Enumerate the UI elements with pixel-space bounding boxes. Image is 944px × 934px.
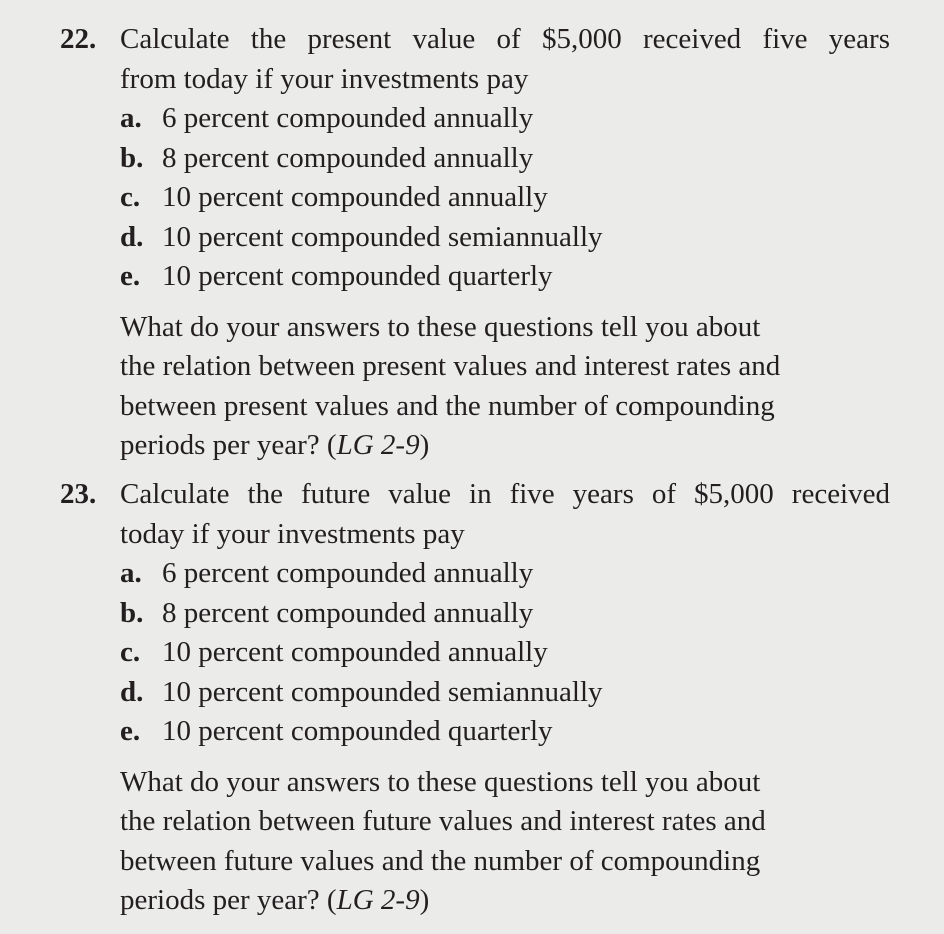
option-letter: e. [120,715,141,747]
option-letter: d. [120,675,144,708]
option-letter: a. [120,102,142,134]
question-line-last [120,881,900,921]
option-e [120,712,900,752]
option-d [120,218,900,258]
option-c [120,633,900,673]
option-text: 10 percent compounded quarterly [162,715,553,747]
learning-goal-ref: LG 2-9 [336,429,420,461]
option-a [120,554,900,594]
problem-stem-line-2: today if your investments pay [120,517,465,550]
option-b [120,594,900,634]
question-line: the relation between future values and interest rates and [120,805,766,837]
option-c [120,178,900,218]
option-text: 10 percent compounded annually [162,181,548,213]
option-letter: e. [120,260,141,292]
option-list [60,554,900,752]
problem-stem-line-2: from today if your investments pay [120,62,529,95]
option-text: 6 percent compounded annually [162,557,534,589]
follow-up-question [60,763,900,921]
question-last-suffix: ) [419,884,430,916]
learning-goal-ref: LG 2-9 [336,884,420,916]
problem-number: 22. [60,23,97,55]
option-list [60,99,900,297]
option-text: 10 percent compounded quarterly [162,260,553,292]
option-letter: d. [120,220,144,253]
option-text: 10 percent compounded annually [162,636,548,668]
question-line: What do your answers to these questions tell you about [120,765,761,798]
option-d [120,673,900,713]
option-letter: b. [120,596,144,629]
problem-stem-line-1: Calculate the present value of $5,000 received five years [120,23,890,55]
option-text: 8 percent compounded annually [162,596,534,629]
question-line: What do your answers to these questions tell you about [120,310,761,343]
option-b [120,139,900,179]
question-last-prefix: periods per year? ( [120,429,337,461]
option-a [120,99,900,139]
problem-stem-line-1: Calculate the future value in five years of $5,000 received [120,478,890,510]
question-line-last [120,426,900,466]
option-letter: b. [120,141,144,174]
option-letter: c. [120,636,141,668]
problem-number: 23. [60,478,97,510]
option-text: 10 percent compounded semiannually [162,220,603,253]
question-line: between future values and the number of compounding [120,844,761,877]
option-letter: a. [120,557,142,589]
follow-up-question [60,308,900,466]
option-text: 6 percent compounded annually [162,102,534,134]
problem-23 [60,475,900,921]
question-line: the relation between present values and interest rates and [120,350,781,382]
option-text: 8 percent compounded annually [162,141,534,174]
question-last-suffix: ) [419,429,430,461]
problem-22 [60,20,900,466]
option-letter: c. [120,181,141,213]
option-text: 10 percent compounded semiannually [162,675,603,708]
question-last-prefix: periods per year? ( [120,884,337,916]
question-line: between present values and the number of compounding [120,389,775,422]
option-e [120,257,900,297]
